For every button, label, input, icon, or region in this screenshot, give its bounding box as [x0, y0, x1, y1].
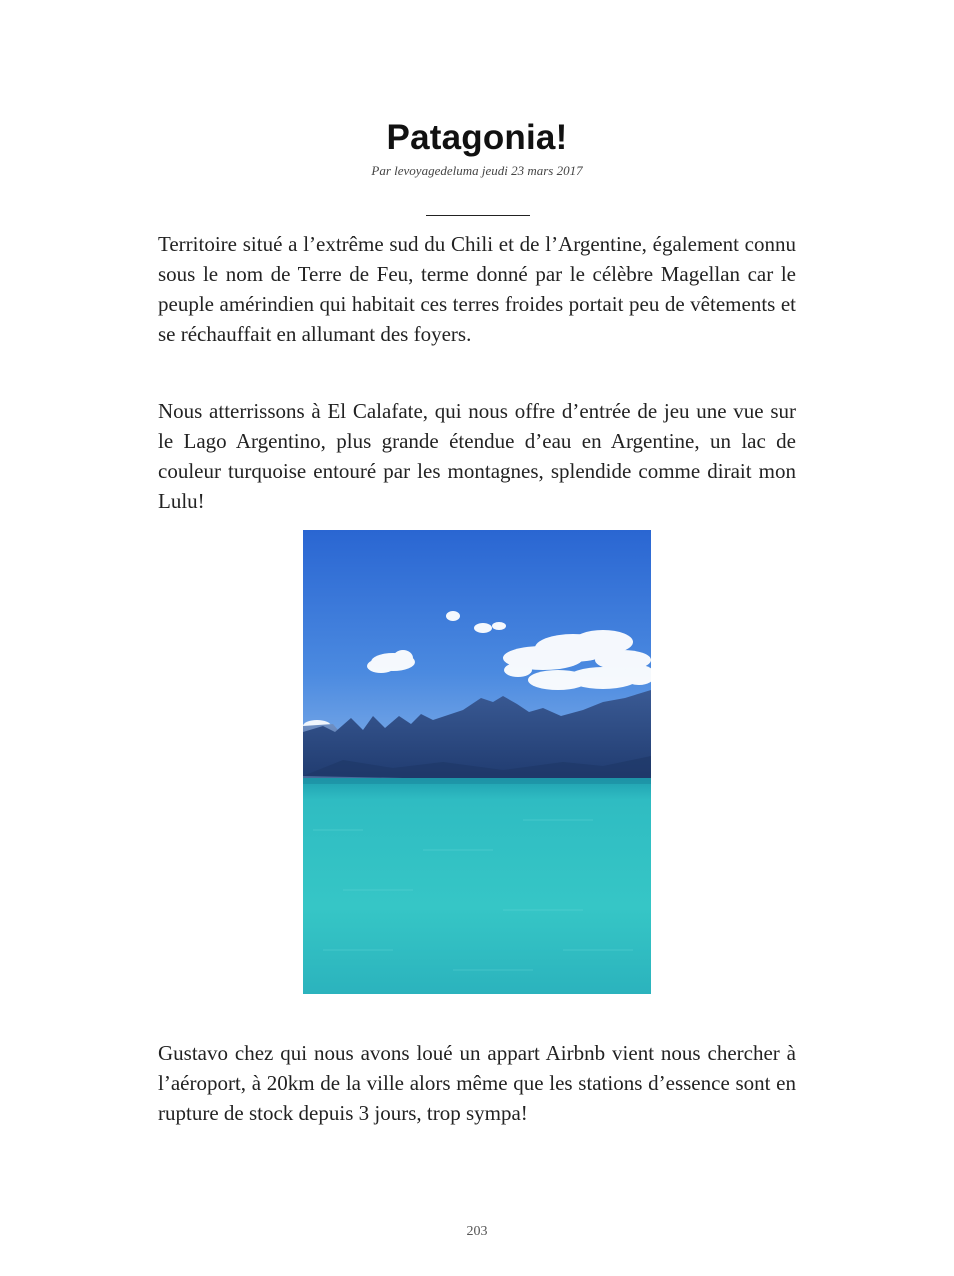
title-divider [426, 215, 530, 216]
paragraph-3: Gustavo chez qui nous avons loué un appart Airbnb vient nous chercher à l’aéroport, à 20km de la ville alors même que les stations d’essence sont en rupture de stock depuis 3 jours, trop sympa! [158, 1041, 796, 1125]
paragraph-1: Territoire situé a l’extrême sud du Chili et de l’Argentine, également connu sous le nom de Terre de Feu, terme donné par le célèbre Magellan car le peuple amérindien qui habitait ces terres froides portait peu de vêtements et se réchauffait en allumant des foyers. [158, 232, 796, 346]
lake-surface [303, 778, 651, 994]
article-byline: Par levoyagedeluma jeudi 23 mars 2017 [371, 163, 583, 178]
article-title: Patagonia! [386, 118, 568, 157]
lake-photo [303, 530, 651, 994]
paragraph-2: Nous atterrissons à El Calafate, qui nous offre d’entrée de jeu une vue sur le Lago Argentino, plus grande étendue d’eau en Argentine, un lac de couleur turquoise entouré par les montagnes, splendide comme dirait mon Lulu! [158, 399, 796, 513]
page-number: 203 [466, 1224, 488, 1239]
